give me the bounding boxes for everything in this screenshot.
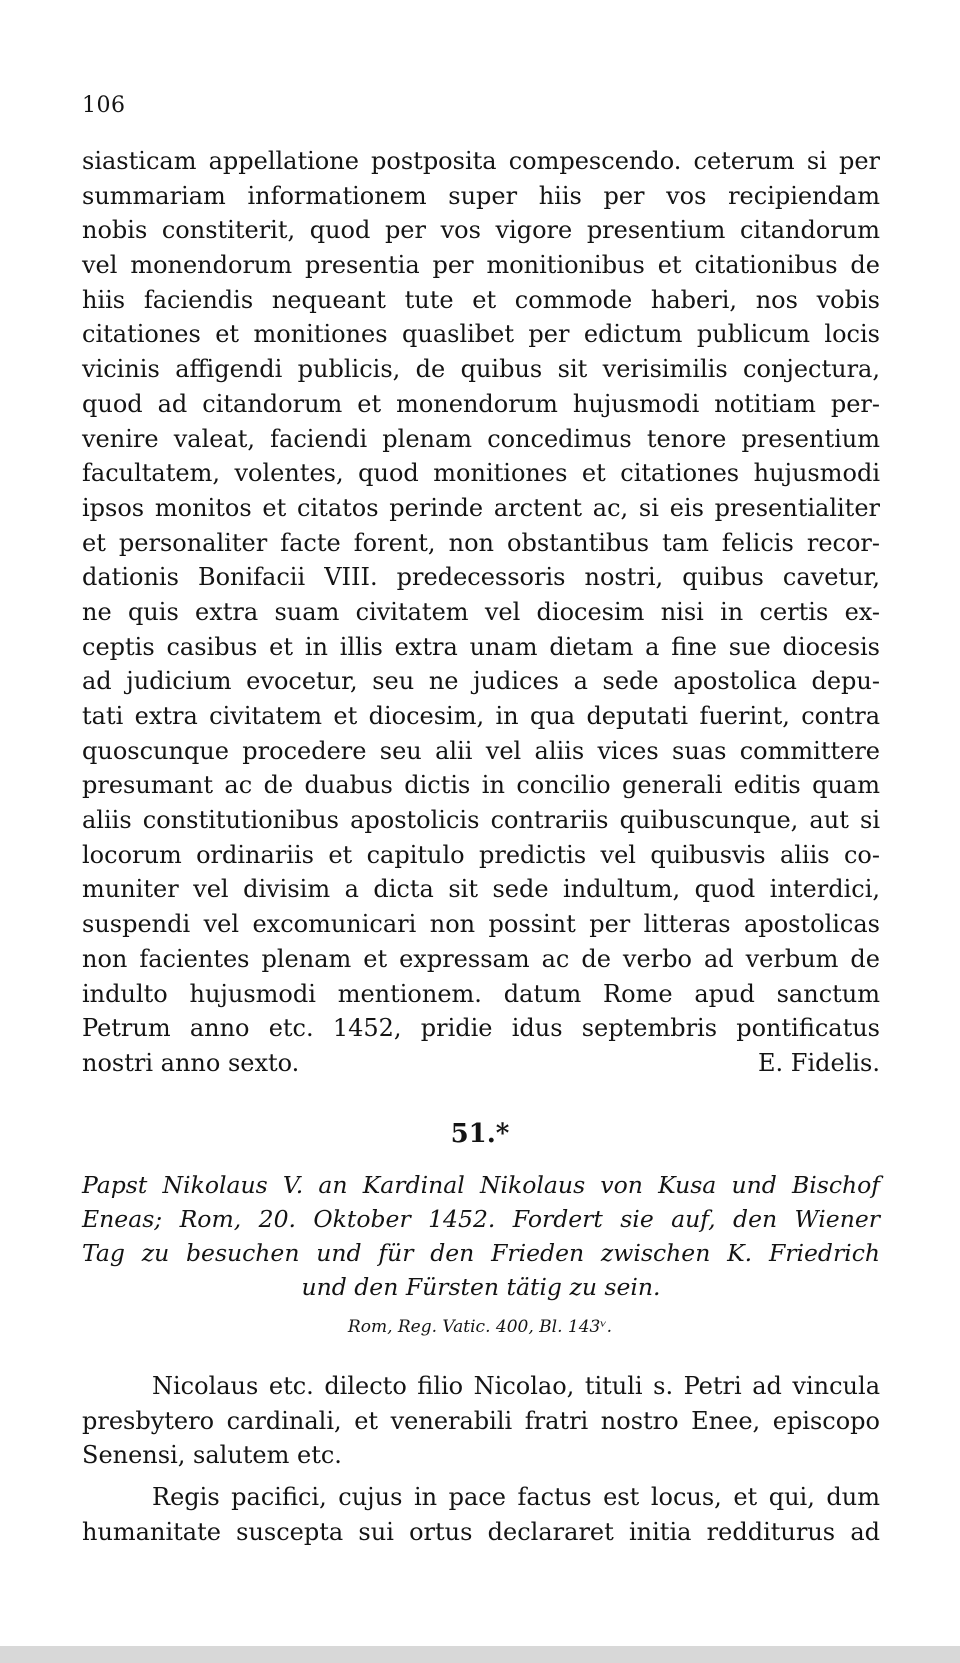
page-number: 106: [82, 93, 126, 118]
text-line: aliis constitutionibus apostolicis contrariis quibuscunque, aut si: [82, 806, 880, 835]
text-line: suspendi vel excomunicari non possint per litteras apostolicas: [82, 910, 880, 939]
text-line: Nicolaus etc. dilecto filio Nicolao, tituli s. Petri ad vincula: [152, 1372, 880, 1400]
text-line: vel monendorum presentia per monitionibus et citationibus de: [82, 251, 880, 280]
text-line: quoscunque procedere seu alii vel aliis vices suas committere: [82, 736, 880, 765]
text-line: presumant ac de duabus dictis in concilio generali editis quam: [82, 771, 880, 800]
text-line: locorum ordinariis et capitulo predictis vel quibusvis aliis co-: [82, 840, 880, 869]
salutation-paragraph: [82, 1369, 880, 1473]
regest-line: und den Fürsten tätig zu sein.: [301, 1273, 661, 1301]
text-line: presbytero cardinali, et venerabili fratri nostro Enee, episcopo: [82, 1406, 880, 1435]
archival-source: Rom, Reg. Vatic. 400, Bl. 143ᵛ.: [347, 1317, 613, 1337]
document-number: 51.*: [450, 1119, 510, 1149]
text-line: indulto hujusmodi mentionem. datum Rome apud sanctum: [82, 979, 880, 1008]
closing-line: [82, 1046, 880, 1081]
text-line: tati extra civitatem et diocesim, in qua deputati fuerint, contra: [82, 702, 880, 730]
body-paragraph: [82, 1480, 880, 1549]
text-line: dationis Bonifacii VIII. predecessoris nostri, quibus cavetur,: [82, 563, 880, 592]
closing-text: nostri anno sexto.: [82, 1048, 300, 1077]
text-line: citationes et monitiones quaslibet per edictum publicum locis: [82, 320, 880, 349]
text-line: siasticam appellatione postposita compescendo. ceterum si per: [82, 147, 880, 175]
text-line: vicinis affigendi publicis, de quibus sit verisimilis conjectura,: [82, 355, 880, 384]
regest-line: Papst Nikolaus V. an Kardinal Nikolaus von Kusa und Bischof: [82, 1171, 880, 1199]
text-line: facultatem, volentes, quod monitiones et citationes hujusmodi: [82, 459, 880, 488]
text-line: quod ad citandorum et monendorum hujusmodi notitiam per-: [82, 389, 880, 418]
text-line: muniter vel divisim a dicta sit sede indultum, quod interdici,: [82, 875, 880, 904]
letter-body: [82, 144, 880, 1081]
text-line: Petrum anno etc. 1452, pridie idus septembris pontificatus: [82, 1014, 880, 1043]
regest-line: Tag zu besuchen und für den Frieden zwischen K. Friedrich: [82, 1239, 880, 1267]
text-line: et personaliter facte forent, non obstantibus tam felicis recor-: [82, 528, 880, 557]
regest-summary: [82, 1168, 880, 1304]
text-line: humanitate suscepta sui ortus declararet initia redditurus ad: [82, 1517, 880, 1546]
scribe-signature: E. Fidelis.: [758, 1048, 880, 1077]
text-line: ne quis extra suam civitatem vel diocesim nisi in certis ex-: [82, 597, 880, 626]
text-line: ceptis casibus et in illis extra unam dietam a fine sue diocesis: [82, 632, 880, 661]
page-bottom-edge: [0, 1646, 960, 1663]
text-line: summariam informationem super hiis per vos recipiendam: [82, 181, 880, 210]
text-line: non facientes plenam et expressam ac de verbo ad verbum de: [82, 944, 880, 973]
text-line: ad judicium evocetur, seu ne judices a sede apostolica depu-: [82, 667, 880, 696]
text-line: nobis constiterit, quod per vos vigore presentium citandorum: [82, 216, 880, 245]
text-line: ipsos monitos et citatos perinde arctent ac, si eis presentialiter: [82, 493, 880, 522]
regest-line: Eneas; Rom, 20. Oktober 1452. Fordert sie auf, den Wiener: [82, 1205, 880, 1233]
text-line: Regis pacifici, cujus in pace factus est locus, et qui, dum: [152, 1483, 880, 1511]
text-line: Senensi, salutem etc.: [82, 1441, 342, 1470]
text-line: hiis faciendis nequeant tute et commode haberi, nos vobis: [82, 285, 880, 314]
text-line: venire valeat, faciendi plenam concedimus tenore presentium: [82, 424, 880, 453]
